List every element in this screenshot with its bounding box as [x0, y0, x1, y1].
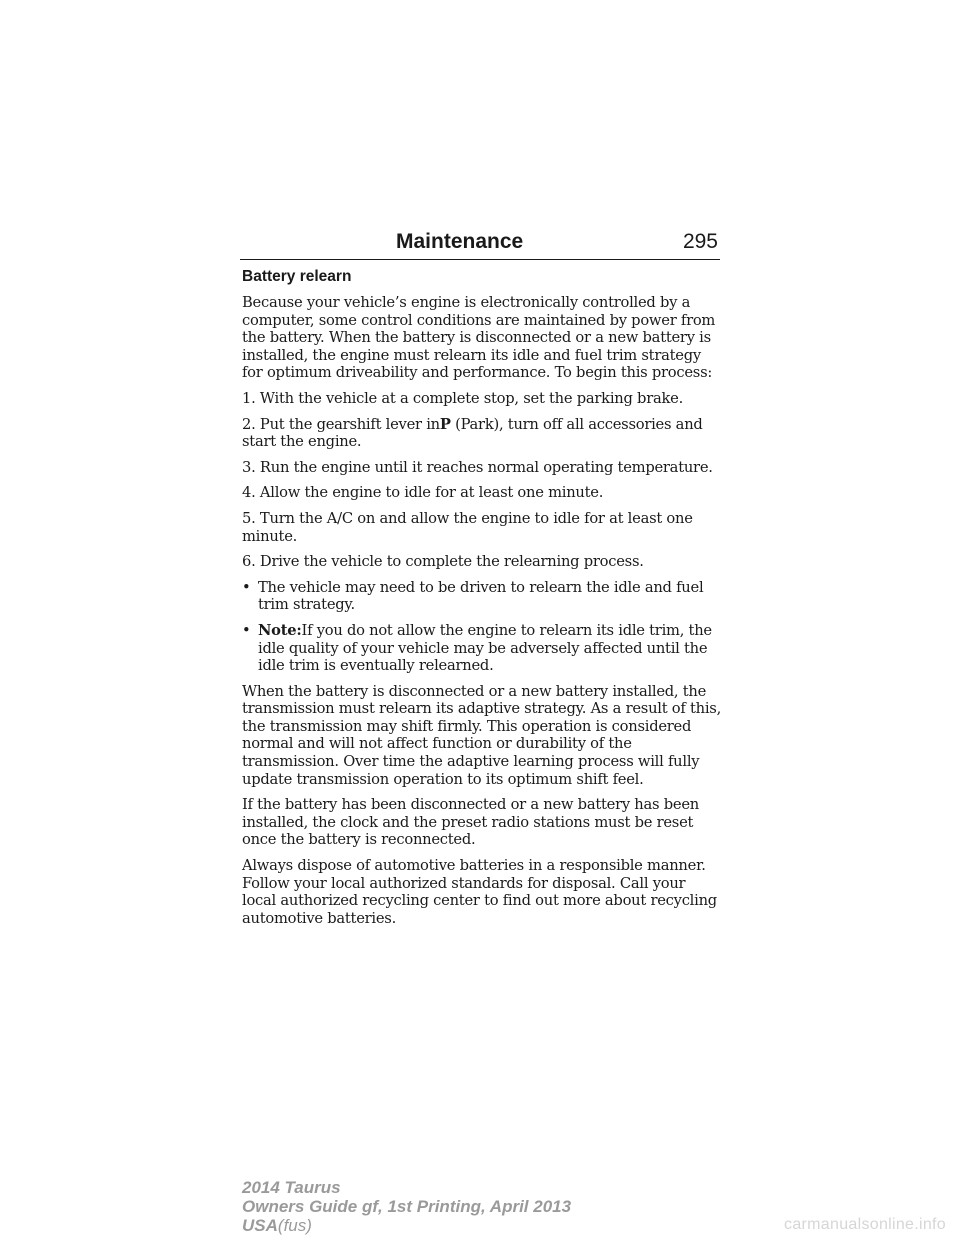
step-5: 5. Turn the A/C on and allow the engine to idle for at least one minute.: [242, 509, 693, 545]
bullet-item-note: [242, 622, 722, 675]
transmission-paragraph: When the battery is disconnected or a new battery installed, the transmission must relearn its adaptive strategy. As a result of this, the transmission may shift firmly. This operation is considered normal and will not affect function or durability of the transmission. Over time the adaptive learning process will fully update transmission operation to its optimum shift feel.: [242, 682, 722, 788]
bullet-item: [242, 579, 722, 614]
dispose-paragraph: Always dispose of automotive batteries in a responsible manner. Follow your local authorized standards for disposal. Call your local authorized recycling center to find out more about recycling automotive batteries.: [242, 857, 717, 927]
step-2-text-after: (Park), turn off all accessories and start the engine.: [242, 415, 703, 451]
footer-line-3: [242, 1216, 571, 1235]
note-label: Note:: [258, 621, 302, 639]
footer-line-1: 2014 Taurus: [242, 1178, 341, 1197]
footer-region: USA: [242, 1216, 278, 1235]
step-2-park-letter: P: [439, 415, 451, 433]
page-number: 295: [682, 230, 718, 253]
bullet-text: [258, 622, 722, 675]
section-heading: Battery relearn: [242, 268, 352, 285]
intro-paragraph: Because your vehicle’s engine is electronically controlled by a computer, some control conditions are maintained by power from the battery. When the battery is disconnected or a new battery is installed, the engine must relearn its idle and fuel trim strategy for optimum driveability and performance. To begin this process:: [242, 294, 716, 382]
watermark: carmanualsonline.info: [784, 1216, 946, 1233]
note-text: If you do not allow the engine to relearn its idle trim, the idle quality of your vehicle may be adversely affected until the idle trim is eventually relearned.: [258, 621, 712, 675]
footer-region-code: (fus): [277, 1216, 312, 1235]
step-1: 1. With the vehicle at a complete stop, set the parking brake.: [242, 389, 683, 407]
bullet-icon: •: [242, 621, 251, 639]
step-6: 6. Drive the vehicle to complete the relearning process.: [242, 553, 644, 571]
step-2: [242, 416, 722, 451]
step-4: 4. Allow the engine to idle for at least one minute.: [242, 484, 604, 502]
section-title: Maintenance: [396, 230, 524, 253]
footer-line-2: Owners Guide gf, 1st Printing, April 2013: [242, 1197, 572, 1216]
document-footer: [242, 1178, 571, 1235]
clock-paragraph: If the battery has been disconnected or a new battery has been installed, the clock and the preset radio stations must be reset once the battery is reconnected.: [242, 796, 699, 849]
header-rule: [240, 259, 720, 260]
step-2-text-before: 2. Put the gearshift lever in: [242, 415, 440, 433]
step-3: 3. Run the engine until it reaches normal operating temperature.: [242, 458, 713, 476]
page-header: [240, 226, 720, 260]
bullet-icon: •: [242, 578, 251, 596]
page-content: [242, 268, 722, 935]
bullet-text: The vehicle may need to be driven to relearn the idle and fuel trim strategy.: [258, 578, 704, 614]
